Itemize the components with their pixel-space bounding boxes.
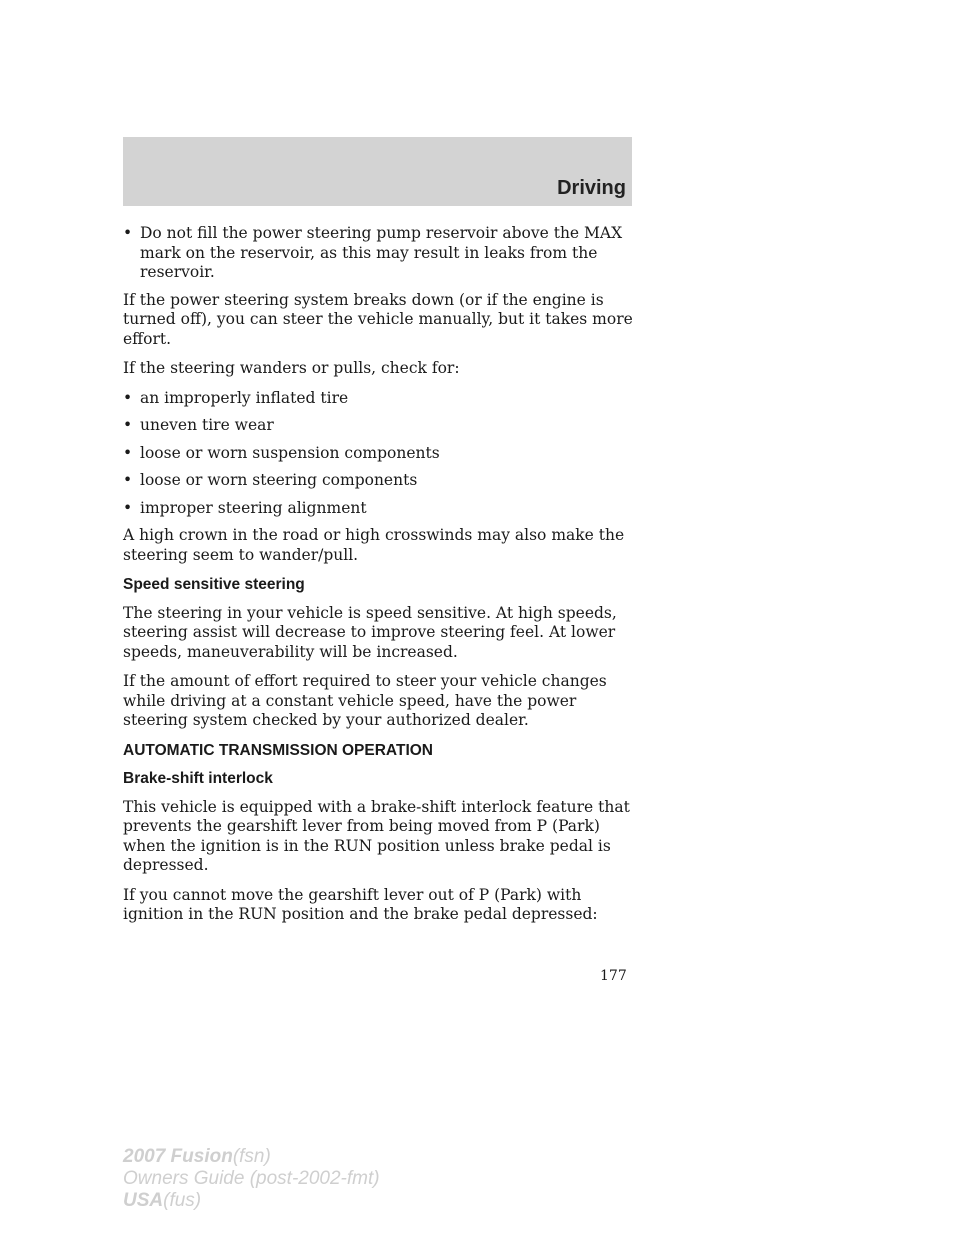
check-item-text: uneven tire wear: [140, 416, 274, 434]
heading-automatic-transmission: AUTOMATIC TRANSMISSION OPERATION: [123, 741, 433, 759]
check-item: [123, 444, 638, 464]
footer-market: USA: [123, 1190, 164, 1211]
check-item-text: an improperly inflated tire: [140, 388, 349, 407]
bullet-icon: •: [123, 498, 133, 517]
paragraph-brake-shift: This vehicle is equipped with a brake-shift interlock feature that prevents the gearshift lever from being moved from P (Park) when the ignition is in the RUN position unless brake pedal is depressed.: [123, 797, 630, 874]
check-item: [123, 471, 638, 491]
paragraph-speed: The steering in your vehicle is speed sensitive. At high speeds, steering assist will decrease to improve steering feel. At lower speeds, maneuverability will be increased.: [123, 603, 617, 661]
bullet-icon: •: [123, 471, 133, 489]
bullet-reservoir: [123, 224, 638, 283]
footer-market-code: (fus): [163, 1190, 202, 1211]
check-item-text: loose or worn steering components: [140, 471, 418, 489]
check-item: [123, 416, 638, 436]
bullet-text: Do not fill the power steering pump reservoir above the MAX mark on the reservoir, as this may result in leaks from the reservoir.: [140, 224, 623, 281]
bullet-icon: •: [123, 443, 133, 462]
bullet-icon: •: [123, 224, 133, 242]
check-item-text: loose or worn suspension components: [140, 443, 440, 462]
page-content: [123, 224, 638, 935]
paragraph-effort: If the amount of effort required to steer your vehicle changes while driving at a constant vehicle speed, have the power steering system checked by your authorized dealer.: [123, 672, 607, 729]
footer-model: 2007 Fusion: [123, 1146, 233, 1167]
paragraph-cannot-move: If you cannot move the gearshift lever out of P (Park) with ignition in the RUN position and the brake pedal depressed:: [123, 885, 598, 923]
check-item: [123, 499, 638, 519]
paragraph-wanders: If the steering wanders or pulls, check for:: [123, 359, 460, 377]
footer-guide: Owners Guide (post-2002-fmt): [123, 1168, 380, 1189]
section-header-band: [123, 137, 632, 206]
footer: [123, 1146, 380, 1212]
paragraph-breakdown: If the power steering system breaks down (or if the engine is turned off), you can steer the vehicle manually, but it takes more effort.: [123, 290, 633, 348]
check-item: [123, 389, 638, 409]
paragraph-crown: A high crown in the road or high crosswinds may also make the steering seem to wander/pull.: [123, 526, 625, 564]
page-number: 177: [600, 968, 627, 984]
bullet-icon: •: [123, 416, 133, 434]
section-title: Driving: [557, 177, 626, 199]
check-item-text: improper steering alignment: [140, 498, 367, 517]
bullet-icon: •: [123, 388, 133, 407]
heading-brake-shift: Brake-shift interlock: [123, 770, 273, 787]
footer-model-code: (fsn): [232, 1146, 271, 1167]
heading-speed-sensitive: Speed sensitive steering: [123, 576, 305, 593]
